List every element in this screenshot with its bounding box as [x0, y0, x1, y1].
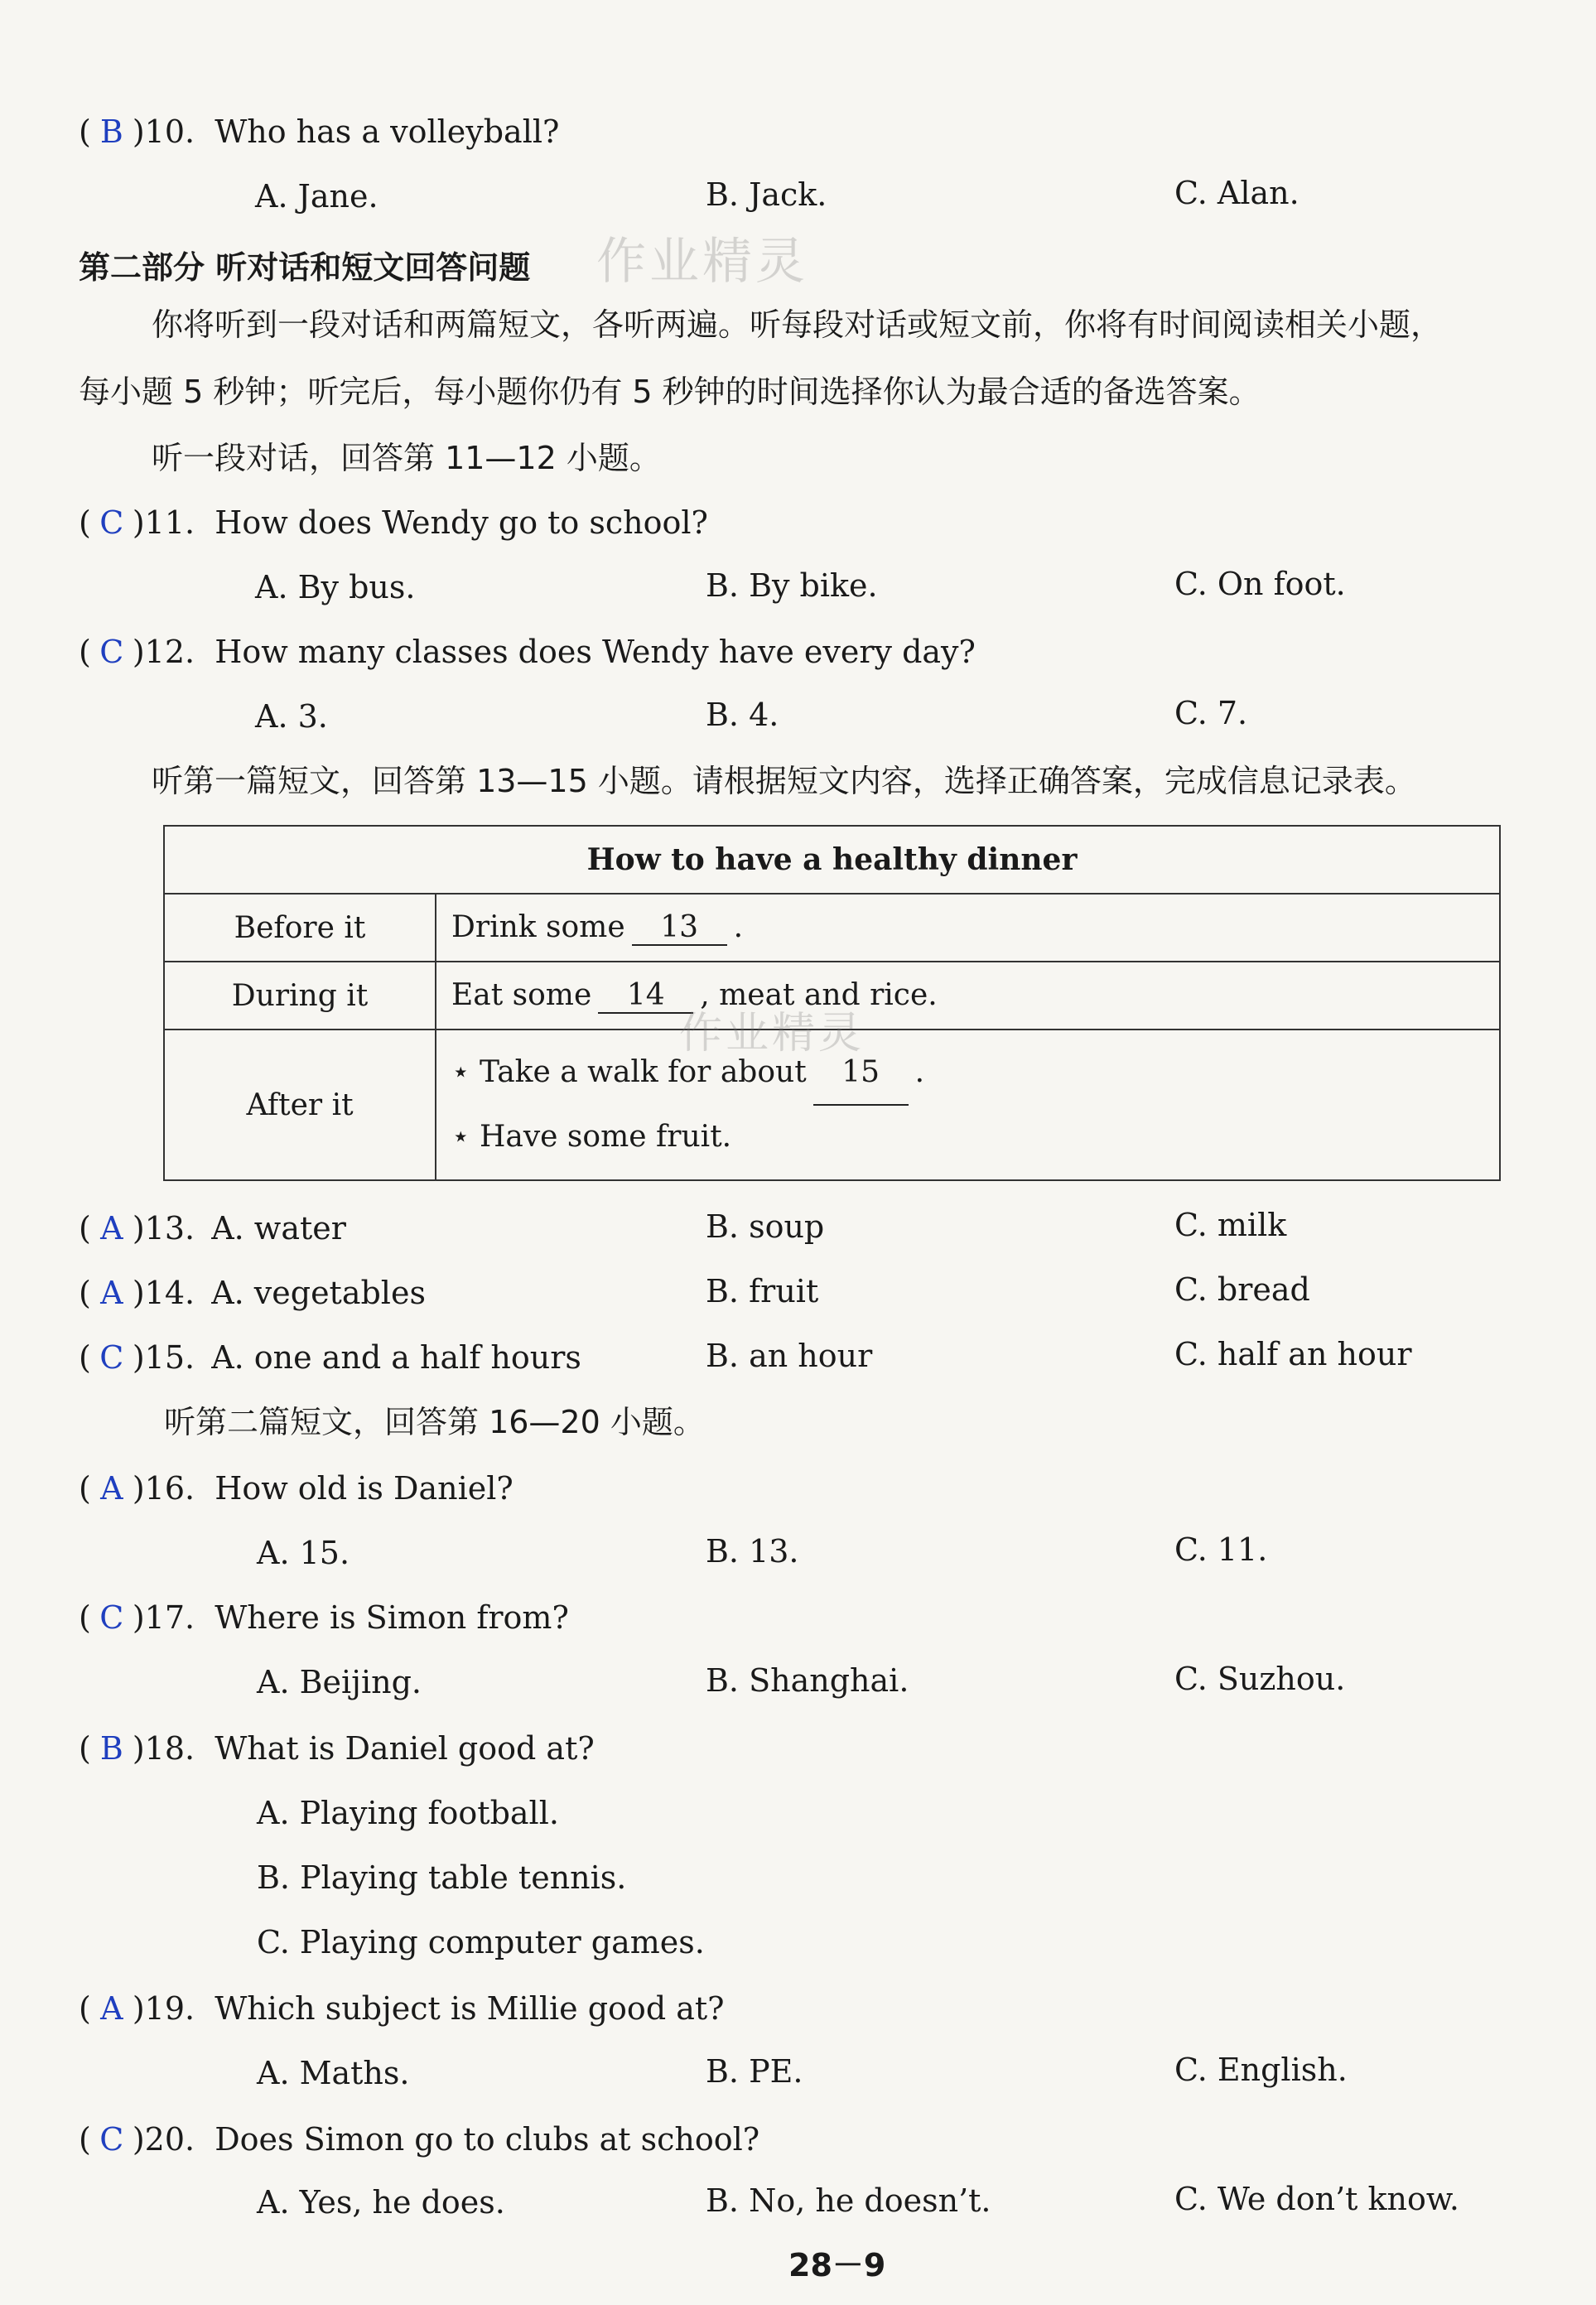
option-20c: C. We don’t know.: [1174, 2181, 1459, 2217]
option-12a: A. 3.: [255, 698, 328, 735]
question-18-text: What is Daniel good at?: [215, 1730, 595, 1767]
option-17a: A. Beijing.: [257, 1664, 422, 1700]
row-label-after: After it: [164, 1030, 436, 1180]
section-title: 第二部分 听对话和短文回答问题: [79, 249, 531, 286]
option-16b: B. 13.: [706, 1533, 799, 1570]
question-20-text: Does Simon go to clubs at school?: [215, 2121, 760, 2158]
question-19: ( A )19. Which subject is Millie good at?: [79, 1990, 725, 2027]
answer-12: C: [99, 634, 124, 670]
option-15a: A. one and a half hours: [211, 1339, 581, 1376]
option-15b: B. an hour: [706, 1338, 873, 1374]
option-20a: A. Yes, he does.: [257, 2184, 505, 2221]
row-during: Eat some 14 , meat and rice.: [436, 962, 1500, 1030]
option-11c: C. On foot.: [1174, 566, 1346, 602]
row-after: ⋆ Take a walk for about 15 . ⋆ Have some fruit.: [436, 1030, 1500, 1180]
option-18a: A. Playing football.: [257, 1795, 559, 1831]
watermark-top: 作业精灵: [596, 233, 808, 291]
option-20b: B. No, he doesn’t.: [706, 2182, 991, 2219]
option-17b: B. Shanghai.: [706, 1662, 909, 1699]
blank-13: 13: [632, 910, 727, 946]
question-13: ( A )13. A. water: [79, 1210, 346, 1247]
watermark-table: 作业精灵: [679, 1009, 866, 1058]
option-14b: B. fruit: [706, 1273, 819, 1309]
option-10c: C. Alan.: [1174, 175, 1299, 211]
blank-14: 14: [598, 978, 693, 1014]
option-14c: C. bread: [1174, 1271, 1310, 1308]
option-18c: C. Playing computer games.: [257, 1924, 705, 1960]
option-16a: A. 15.: [257, 1535, 350, 1571]
option-13b: B. soup: [706, 1208, 825, 1245]
page-number: 28－9: [788, 2247, 886, 2283]
answer-14: A: [100, 1275, 123, 1311]
option-17c: C. Suzhou.: [1174, 1661, 1346, 1697]
answer-19: A: [100, 1990, 123, 2027]
option-10a: A. Jane.: [255, 178, 379, 215]
question-11: ( C )11. How does Wendy go to school?: [79, 504, 708, 541]
question-16-text: How old is Daniel?: [215, 1470, 514, 1507]
option-18b: B. Playing table tennis.: [257, 1859, 627, 1896]
option-11a: A. By bus.: [255, 569, 416, 605]
question-12-text: How many classes does Wendy have every day?: [215, 634, 976, 670]
option-15c: C. half an hour: [1174, 1336, 1412, 1372]
blank-15: 15: [813, 1041, 909, 1106]
question-11-text: How does Wendy go to school?: [215, 504, 708, 541]
answer-15: C: [99, 1339, 124, 1376]
option-19c: C. English.: [1174, 2052, 1348, 2088]
row-label-during: During it: [164, 962, 436, 1030]
question-18: ( B )18. What is Daniel good at?: [79, 1730, 595, 1767]
table-title: How to have a healthy dinner: [164, 826, 1500, 894]
answer-13: A: [100, 1210, 123, 1247]
answer-16: A: [100, 1470, 123, 1507]
question-14: ( A )14. A. vegetables: [79, 1275, 426, 1311]
question-12: ( C )12. How many classes does Wendy have every day?: [79, 634, 976, 670]
dialog-intro: 听一段对话，回答第 11—12 小题。: [152, 440, 661, 476]
option-11b: B. By bike.: [706, 567, 878, 604]
question-16: ( A )16. How old is Daniel?: [79, 1470, 514, 1507]
row-label-before: Before it: [164, 894, 436, 962]
option-19b: B. PE.: [706, 2053, 803, 2090]
question-20: ( C )20. Does Simon go to clubs at school?: [79, 2121, 760, 2158]
passage1-intro: 听第一篇短文，回答第 13—15 小题。请根据短文内容，选择正确答案，完成信息记录表。: [152, 763, 1416, 799]
option-13c: C. milk: [1174, 1207, 1287, 1243]
option-12c: C. 7.: [1174, 695, 1248, 731]
question-17: ( C )17. Where is Simon from?: [79, 1599, 569, 1636]
answer-18: B: [99, 1730, 123, 1767]
option-19a: A. Maths.: [257, 2055, 410, 2091]
question-17-text: Where is Simon from?: [215, 1599, 569, 1636]
option-10b: B. Jack.: [706, 176, 827, 213]
answer-17: C: [99, 1599, 124, 1636]
question-10: ( B )10. Who has a volleyball?: [79, 113, 560, 150]
after-item-2: ⋆ Have some fruit.: [451, 1120, 732, 1154]
option-16c: C. 11.: [1174, 1531, 1268, 1568]
question-19-text: Which subject is Millie good at?: [215, 1990, 725, 2027]
instruction-line-1: 你将听到一段对话和两篇短文，各听两遍。听每段对话或短文前，你将有时间阅读相关小题，: [152, 306, 1443, 343]
answer-10: B: [99, 113, 123, 150]
option-14a: A. vegetables: [211, 1275, 426, 1311]
question-15: ( C )15. A. one and a half hours: [79, 1339, 581, 1376]
option-12b: B. 4.: [706, 697, 779, 733]
option-13a: A. water: [211, 1210, 346, 1247]
row-before: Drink some 13 .: [436, 894, 1500, 962]
passage2-intro: 听第二篇短文，回答第 16—20 小题。: [164, 1404, 705, 1440]
answer-20: C: [99, 2121, 124, 2158]
question-10-text: Who has a volleyball?: [215, 113, 560, 150]
answer-11: C: [99, 504, 124, 541]
instruction-line-2: 每小题 5 秒钟；听完后，每小题你仍有 5 秒钟的时间选择你认为最合适的备选答案。: [79, 374, 1261, 410]
